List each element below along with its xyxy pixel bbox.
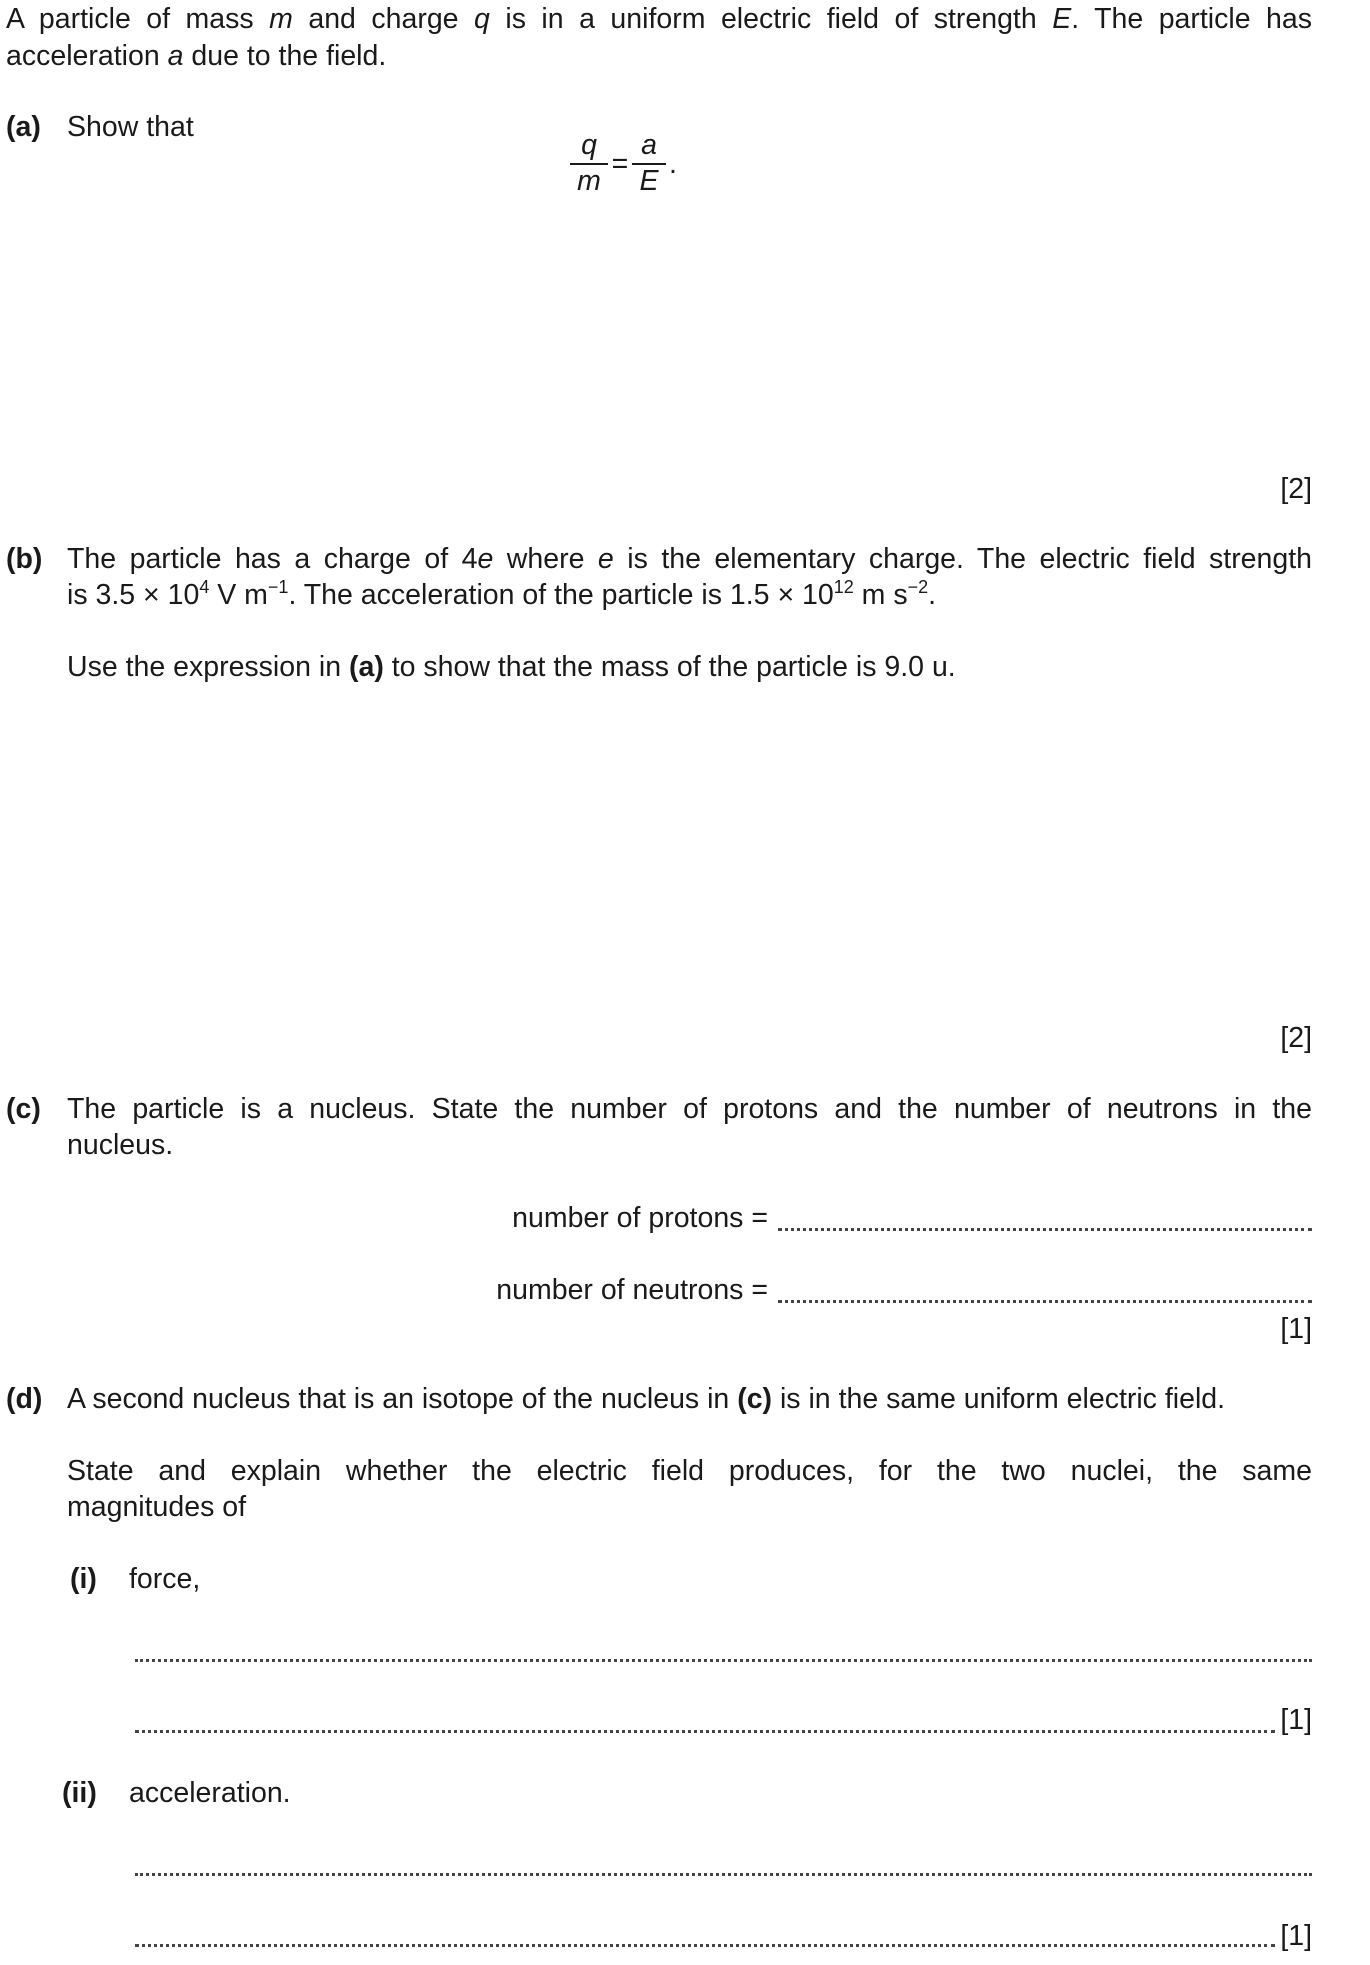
sub-i-answer-line-1[interactable] (135, 1659, 1312, 1662)
protons-label: number of protons = (512, 1202, 768, 1234)
intro-line-2: acceleration a due to the field. (6, 40, 387, 72)
part-b-line-1: The particle has a charge of 4e where e is the elementary charge. The electric field strength (67, 543, 1312, 575)
part-d-label: (d) (6, 1383, 43, 1415)
part-c-line-2: nucleus. (67, 1129, 174, 1161)
neutrons-answer-line[interactable] (778, 1300, 1312, 1303)
part-b-line-2: is $3.5 \times 10^4$ V $m^{-1}$. The acceleration of the particle is $1.5 \times 10^{12}$ m $s^{-2}$. (67, 577, 937, 611)
eq-numerator-a: a (641, 129, 657, 161)
part-d-line-1: A second nucleus that is an isotope of the nucleus in (c) is in the same uniform electric field. (67, 1383, 1226, 1415)
part-a-prompt: Show that (67, 111, 194, 143)
part-a-label: (a) (6, 111, 41, 143)
sub-ii-label: (ii) (62, 1777, 97, 1809)
eq-denominator-e: E (639, 165, 659, 197)
eq-full-stop: . (669, 148, 677, 180)
part-c-line-1: The particle is a nucleus. State the number of protons and the number of neutrons in the (67, 1093, 1312, 1125)
sub-ii-answer-line-1[interactable] (135, 1873, 1312, 1876)
protons-answer-line[interactable] (778, 1228, 1312, 1231)
part-d-instruction-2: magnitudes of (67, 1491, 247, 1523)
part-a-marks: [2] (1280, 473, 1312, 505)
sub-i-label: (i) (70, 1563, 97, 1595)
part-d-instruction-1: State and explain whether the electric field produces, for the two nuclei, the same (67, 1455, 1312, 1487)
part-b-label: (b) (6, 543, 43, 575)
part-c-marks: [1] (1280, 1313, 1312, 1345)
sub-i-text: force, (129, 1563, 201, 1595)
eq-numerator-q: q (581, 129, 597, 161)
sub-ii-answer-line-2[interactable] (135, 1944, 1275, 1947)
part-c-label: (c) (6, 1093, 41, 1125)
eq-equals-sign: = (611, 148, 629, 180)
neutrons-label: number of neutrons = (496, 1274, 768, 1306)
intro-line-1: A particle of mass m and charge q is in a uniform electric field of strength E. The particle has (6, 3, 1313, 35)
part-b-marks: [2] (1280, 1022, 1312, 1054)
eq-denominator-m: m (577, 165, 601, 197)
sub-i-marks: [1] (1280, 1704, 1312, 1736)
part-b-instruction: Use the expression in (a) to show that the mass of the particle is 9.0 u. (67, 651, 956, 683)
sub-ii-text: acceleration. (129, 1777, 291, 1809)
sub-i-answer-line-2[interactable] (135, 1730, 1275, 1733)
sub-ii-marks: [1] (1280, 1920, 1312, 1952)
